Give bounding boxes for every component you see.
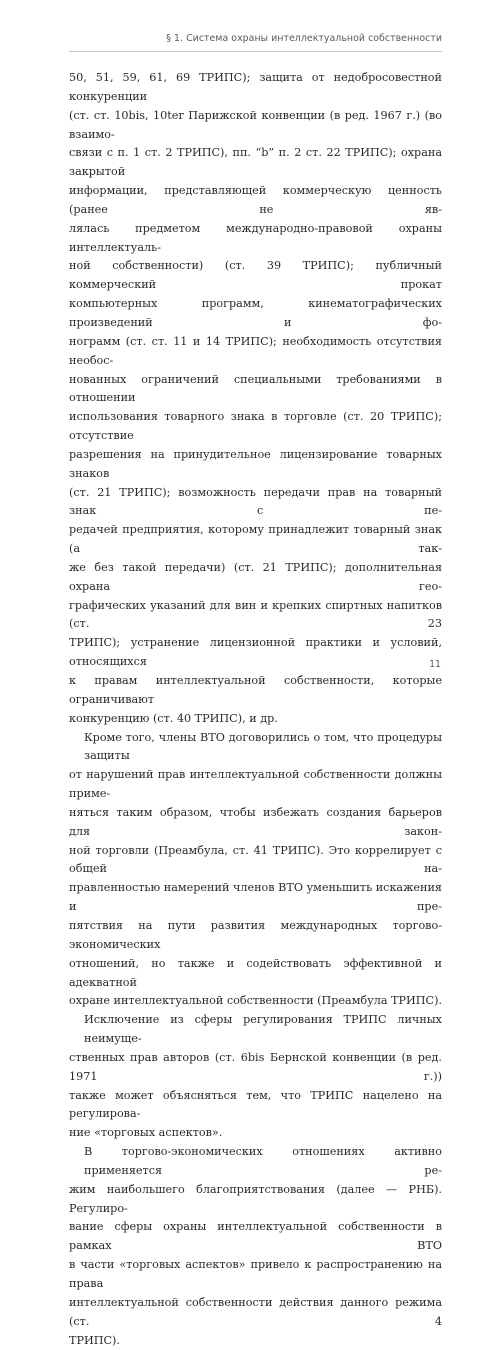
text-line: (ст. ст. 10bis, 10ter Парижской конвенции (в ред. 1967 г.) (во взаимо- [69, 108, 442, 141]
text-line: же без такой передачи) (ст. 21 ТРИПС); дополнительная охрана гео- [69, 560, 442, 593]
text-line: также может объясняться тем, что ТРИПС нацелено на регулирова- [69, 1088, 442, 1121]
text-line: Кроме того, члены ВТО договорились о том, что процедуры защиты [84, 730, 442, 763]
text-line: разрешения на принудительное лицензирование товарных знаков [69, 447, 442, 480]
text-line: ной торговли (Преамбула, ст. 41 ТРИПС). Это коррелирует с общей на- [69, 843, 442, 876]
paragraph [69, 1011, 442, 1143]
text-line: (ст. 21 ТРИПС); возможность передачи прав на товарный знак с пе- [69, 485, 442, 518]
body-text [69, 69, 442, 1350]
text-line: ТРИПС). [69, 1333, 120, 1347]
text-line: ние «торговых аспектов». [69, 1126, 223, 1140]
text-line: редачей предприятия, которому принадлежит товарный знак (а так- [69, 523, 442, 556]
text-line: вание сферы охраны интеллектуальной собственности в рамках ВТО [69, 1220, 442, 1253]
text-line: пятствия на пути развития международных торгово-экономических [69, 918, 442, 951]
text-line: ТРИПС); устранение лицензионной практики и условий, относящихся [69, 636, 442, 669]
text-line: интеллектуальной собственности действия данного режима (ст. 4 [69, 1295, 442, 1328]
running-head: § 1. Система охраны интеллектуальной собственности [166, 33, 442, 44]
text-line: 50, 51, 59, 61, 69 ТРИПС); защита от недобросовестной конкуренции [69, 71, 442, 103]
text-line: нованных ограничений специальными требованиями в отношении [69, 372, 442, 405]
text-line: В торгово-экономических отношениях активно применяется ре- [84, 1145, 442, 1177]
text-line: няться таким образом, чтобы избежать создания барьеров для закон- [69, 805, 442, 838]
text-line: охране интеллектуальной собственности (Преамбула ТРИПС). [69, 994, 443, 1008]
text-line: нограмм (ст. ст. 11 и 14 ТРИПС); необходимость отсутствия необос- [69, 334, 442, 367]
text-line: правленностью намерений членов ВТО уменьшить искажения и пре- [69, 881, 442, 914]
text-line: использования товарного знака в торговле (ст. 20 ТРИПС); отсутствие [69, 410, 442, 443]
text-line: жим наибольшего благоприятствования (далее — РНБ). Регулиро- [69, 1182, 442, 1215]
text-line: связи с п. 1 ст. 2 ТРИПС), пп. “b” п. 2 ст. 22 ТРИПС); охрана закрытой [69, 146, 442, 179]
paragraph [69, 1143, 442, 1350]
text-line: ственных прав авторов (ст. 6bis Бернской конвенции (в ред. 1971 г.)) [69, 1050, 442, 1083]
paragraph [69, 69, 442, 729]
page-number: 11 [429, 659, 441, 670]
text-line: в части «торговых аспектов» привело к распространению на права [69, 1258, 442, 1290]
text-line: графических указаний для вин и крепких спиртных напитков (ст. 23 [69, 598, 442, 631]
text-line: Исключение из сферы регулирования ТРИПС личных неимуще- [84, 1013, 442, 1046]
text-line: информации, представляющей коммерческую ценность (ранее не яв- [69, 184, 442, 216]
paragraph [69, 729, 442, 1012]
text-line: конкуренцию (ст. 40 ТРИПС), и др. [69, 711, 278, 725]
text-line: ной собственности) (ст. 39 ТРИПС); публичный коммерческий прокат [69, 259, 442, 292]
text-line: к правам интеллектуальной собственности, которые ограничивают [69, 674, 442, 706]
text-line: от нарушений прав интеллектуальной собственности должны приме- [69, 768, 442, 801]
text-line: отношений, но также и содействовать эффективной и адекватной [69, 956, 442, 989]
header-rule [69, 51, 442, 52]
text-line: лялась предметом международно-правовой охраны интеллектуаль- [69, 221, 442, 254]
text-line: компьютерных программ, кинематографических произведений и фо- [69, 297, 442, 329]
